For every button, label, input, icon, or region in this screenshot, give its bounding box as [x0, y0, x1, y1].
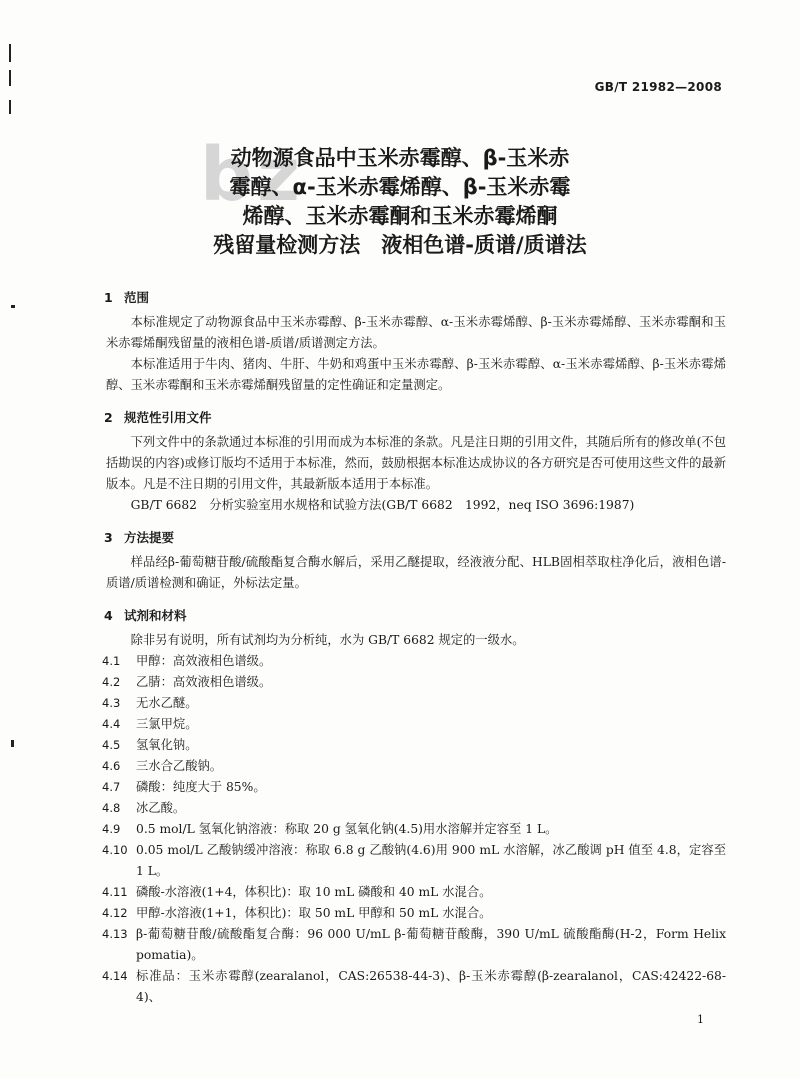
reference-entry: GB/T 6682 分析实验室用水规格和试验方法(GB/T 6682 1992，neq ISO 3696:1987) — [130, 498, 635, 512]
section-heading: 3 方法提要 — [104, 530, 175, 545]
list-item: 4.14 标准品：玉米赤霉醇(zearalanol，CAS:26538-44-3)、β-玉米赤霉醇(β-zearalanol，CAS:42422-68-4)、 — [102, 969, 726, 1004]
list-item: 4.5 氢氧化钠。 — [102, 738, 198, 752]
section-heading: 2 规范性引用文件 — [104, 410, 212, 425]
scan-mark — [9, 44, 11, 62]
section-heading: 1 范围 — [104, 290, 150, 305]
paragraph: 样品经β-葡萄糖苷酸/硫酸酯复合酶水解后，采用乙醚提取，经液液分配、HLB固相萃取柱净化后，液相色谱-质谱/质谱检测和确证，外标法定量。 — [106, 555, 726, 590]
document-title — [150, 144, 650, 260]
list-item: 4.11 磷酸-水溶液(1+4，体积比)：取 10 mL 磷酸和 40 mL 水混合。 — [102, 885, 492, 899]
page-number: 1 — [697, 1013, 704, 1026]
title-line: 霉醇、α-玉米赤霉烯醇、β-玉米赤霉 — [229, 175, 571, 199]
scan-mark — [9, 100, 11, 114]
title-line: 残留量检测方法 液相色谱-质谱/质谱法 — [213, 233, 587, 257]
list-item: 4.4 三氯甲烷。 — [102, 717, 198, 731]
list-item: 4.13 β-葡萄糖苷酸/硫酸酯复合酶：96 000 U/mL β-葡萄糖苷酸酶，390 U/mL 硫酸酯酶(H-2，Form Helix pomatia)。 — [102, 927, 726, 962]
list-item: 4.9 0.5 mol/L 氢氧化钠溶液：称取 20 g 氢氧化钠(4.5)用水溶解并定容至 1 L。 — [102, 822, 558, 836]
list-item: 4.3 无水乙醚。 — [102, 696, 198, 710]
document-body — [102, 288, 726, 1008]
paragraph: 除非另有说明，所有试剂均为分析纯，水为 GB/T 6682 规定的一级水。 — [130, 633, 525, 647]
list-item: 4.1 甲醇：高效液相色谱级。 — [102, 654, 272, 668]
paragraph: 本标准规定了动物源食品中玉米赤霉醇、β-玉米赤霉醇、α-玉米赤霉烯醇、β-玉米赤霉烯醇、玉米赤霉酮和玉米赤霉烯酮残留量的液相色谱-质谱/质谱测定方法。 — [106, 315, 726, 350]
list-item: 4.12 甲醇-水溶液(1+1，体积比)：取 50 mL 甲醇和 50 mL 水混合。 — [102, 906, 492, 920]
paragraph: 下列文件中的条款通过本标准的引用而成为本标准的条款。凡是注日期的引用文件，其随后所有的修改单(不包括勘误的内容)或修订版均不适用于本标准，然而，鼓励根据本标准达成协议的各方研究是否可使用这些文件的最新版本。凡是不注日期的引用文件，其最新版本适用于本标准。 — [106, 435, 726, 491]
scan-mark — [9, 70, 11, 86]
standard-number: GB/T 21982—2008 — [594, 80, 722, 94]
list-item: 4.2 乙腈：高效液相色谱级。 — [102, 675, 272, 689]
list-item: 4.8 冰乙酸。 — [102, 801, 186, 815]
watermark: bz — [200, 132, 305, 218]
scan-mark — [11, 740, 14, 747]
list-item: 4.10 0.05 mol/L 乙酸钠缓冲溶液：称取 6.8 g 乙酸钠(4.6)用 900 mL 水溶解，冰乙酸调 pH 值至 4.8，定容至 1 L。 — [102, 843, 726, 878]
title-line: 动物源食品中玉米赤霉醇、β-玉米赤 — [230, 146, 570, 170]
list-item: 4.7 磷酸：纯度大于 85%。 — [102, 780, 266, 794]
scan-mark — [11, 305, 15, 308]
title-line: 烯醇、玉米赤霉酮和玉米赤霉烯酮 — [242, 204, 558, 228]
list-item: 4.6 三水合乙酸钠。 — [102, 759, 223, 773]
paragraph: 本标准适用于牛肉、猪肉、牛肝、牛奶和鸡蛋中玉米赤霉醇、β-玉米赤霉醇、α-玉米赤霉烯醇、β-玉米赤霉烯醇、玉米赤霉酮和玉米赤霉烯酮残留量的定性确证和定量测定。 — [106, 357, 726, 392]
section-heading: 4 试剂和材料 — [104, 608, 187, 623]
